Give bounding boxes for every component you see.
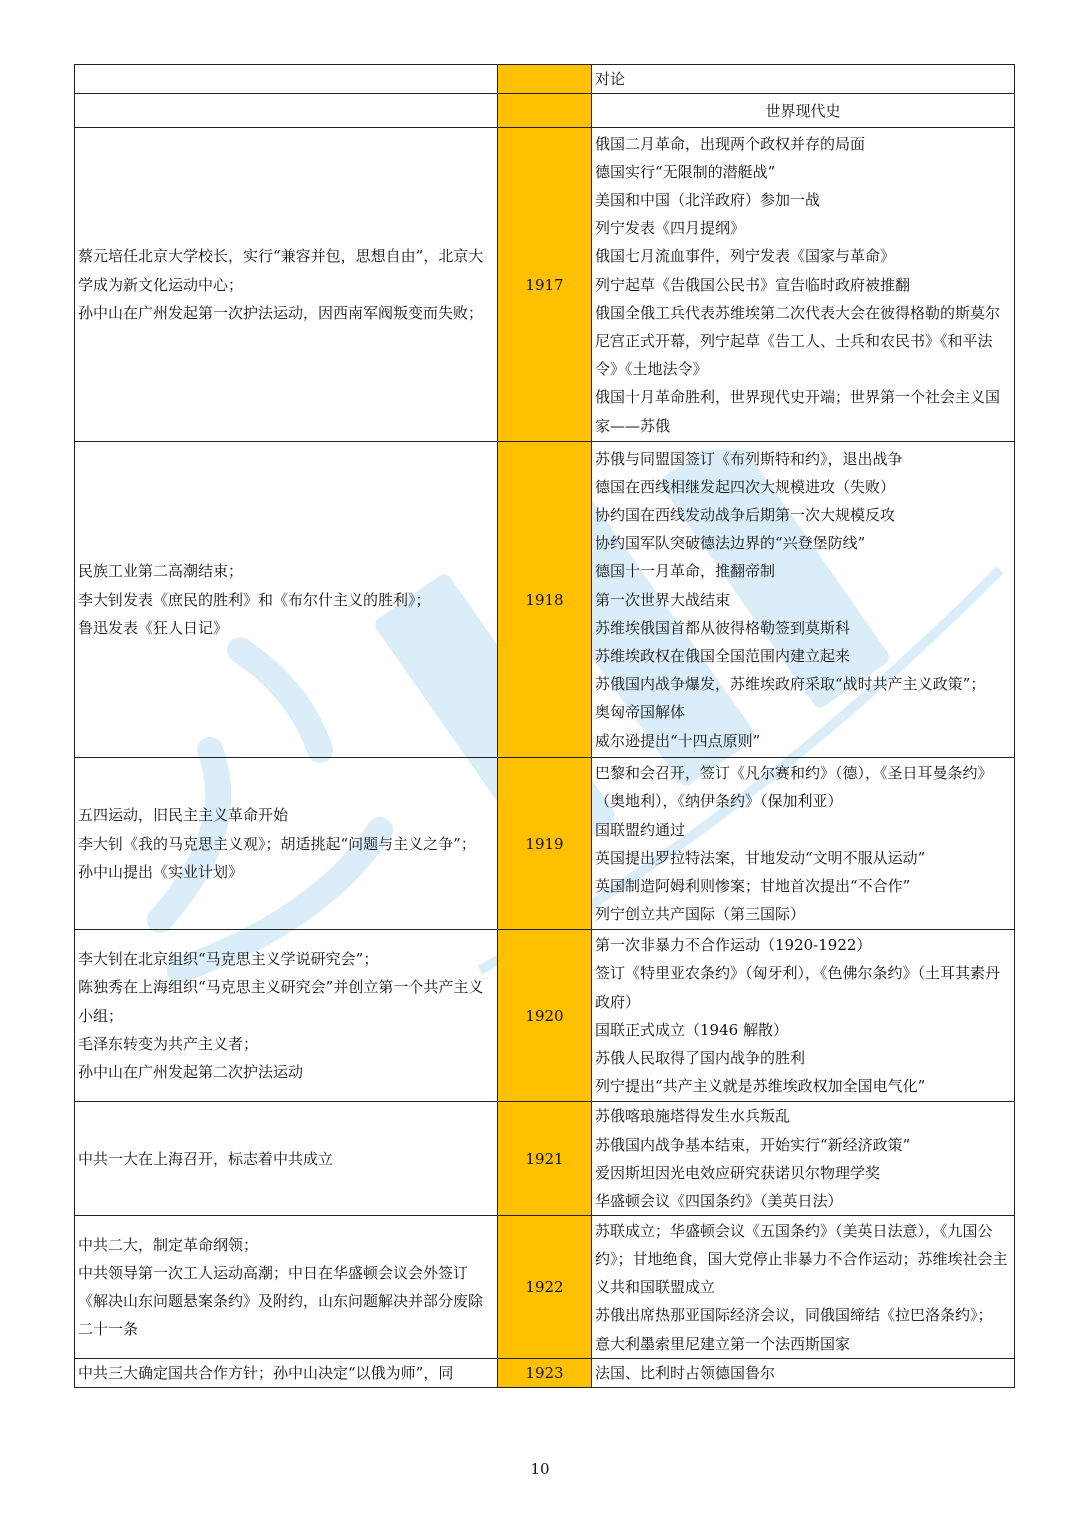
world-event: 美国和中国（北洋政府）参加一战 [595,190,821,209]
year-cell: 1920 [498,930,592,1102]
table-row [75,65,1015,94]
world-cell: 对论 [592,65,1015,94]
world-event: 俄国二月革命，出现两个政权并存的局面 [595,134,866,153]
china-event: 民族工业第二高潮结束； [78,562,244,581]
china-event: 中共一大在上海召开，标志着中共成立 [78,1149,334,1168]
table-row [75,930,1015,1102]
year-cell: 1917 [498,128,592,442]
china-events-cell [75,1102,498,1216]
table-row [75,442,1015,758]
world-event: 俄国全俄工兵代表苏维埃第二次代表大会在彼得格勒的斯莫尔尼宫正式开幕，列宁起草《告工人、士兵和农民书》《和平法令》《土地法令》 [595,303,1001,379]
world-event: 签订《特里亚农条约》（匈牙利），《色佛尔条约》（土耳其素丹政府） [595,964,1001,1011]
world-event: 列宁提出“共产主义就是苏维埃政权加全国电气化” [595,1077,926,1096]
page-number: 10 [530,1460,550,1478]
china-event: 鲁迅发表《狂人日记》 [78,618,229,637]
world-events-cell [592,758,1015,930]
china-event: 中共领导第一次工人运动高潮；中日在华盛顿会议会外签订《解决山东问题悬案条约》及附约，山东问题解决并部分废除二十一条 [78,1264,484,1339]
china-event: 李大钊《我的马克思主义观》；胡适挑起“问题与主义之争”； [78,834,476,853]
china-event: 孙中山在广州发起第二次护法运动 [78,1063,304,1081]
world-event: 奥匈帝国解体 [595,703,686,722]
world-event: 德国十一月革命，推翻帝制 [595,562,776,581]
china-events-cell [75,1216,498,1359]
world-event: 巴黎和会召开，签订《凡尔赛和约》（德），《圣日耳曼条约》（奥地利），《纳伊条约》（保加利亚） [595,764,993,811]
world-event: 俄国十月革命胜利，世界现代史开端；世界第一个社会主义国家——苏俄 [595,388,1001,435]
world-event: 国联正式成立（1946 解散） [595,1020,788,1039]
world-event: 德国在西线相继发起四次大规模进攻（失败） [595,477,896,496]
year-cell: 1923 [498,1359,592,1388]
world-event: 英国提出罗拉特法案，甘地发动“文明不服从运动” [595,848,926,867]
china-event: 孙中山提出《实业计划》 [78,862,244,881]
china-event: 中共二大，制定革命纲领； [78,1235,259,1254]
china-event: 李大钊发表《庶民的胜利》和《布尔什主义的胜利》； [78,590,431,609]
world-event: 第一次非暴力不合作运动（1920-1922） [595,936,872,955]
world-event: 苏俄与同盟国签订《布列斯特和约》，退出战争 [595,449,903,468]
china-events-cell [75,442,498,758]
world-event: 苏俄国内战争爆发，苏维埃政府采取“战时共产主义政策”； [595,675,986,694]
china-event: 陈独秀在上海组织“马克思主义研究会”并创立第一个共产主义小组； [78,978,484,1025]
world-event: 英国制造阿姆利则惨案；甘地首次提出“不合作” [595,876,911,895]
world-events-cell [592,1359,1015,1388]
world-event: 爱因斯坦因光电效应研究获诺贝尔物理学奖 [595,1163,881,1182]
table-header-row [75,94,1015,128]
china-event: 李大钊在北京组织“马克思主义学说研究会”； [78,950,379,969]
china-events-cell [75,758,498,930]
world-event: 列宁创立共产国际（第三国际） [595,905,806,924]
world-event: 苏维埃俄国首都从彼得格勒签到莫斯科 [595,618,851,637]
table-row [75,1102,1015,1216]
world-event: 列宁发表《四月提纲》 [595,219,746,238]
world-event: 协约国军队突破德法边界的“兴登堡防线” [595,534,866,553]
world-events-cell [592,1102,1015,1216]
world-event: 德国实行“无限制的潜艇战” [595,162,776,181]
china-event: 孙中山在广州发起第一次护法运动，因西南军阀叛变而失败； [78,303,484,322]
china-event: 中共三大确定国共合作方针；孙中山决定“以俄为师”，同 [78,1364,454,1383]
world-event: 协约国在西线发动战争后期第一次大规模反攻 [595,505,896,524]
world-events-cell [592,128,1015,442]
year-header-cell [498,94,592,128]
china-event: 毛泽东转变为共产主义者； [78,1034,259,1053]
world-event: 国联盟约通过 [595,820,686,839]
world-event: 苏俄喀琅施塔得发生水兵叛乱 [595,1107,791,1126]
world-events-cell [592,930,1015,1102]
china-cell [75,65,498,94]
world-event: 俄国七月流血事件，列宁发表《国家与革命》 [595,247,896,266]
table-row [75,1359,1015,1388]
world-event: 苏俄人民取得了国内战争的胜利 [595,1048,806,1067]
world-history-header: 世界现代史 [592,94,1015,128]
world-event: 苏联成立；华盛顿会议《五国条约》（美英日法意），《九国公约》；甘地绝食，国大党停止非暴力不合作运动；苏维埃社会主义共和国联盟成立 [595,1221,1008,1297]
world-events-cell [592,1216,1015,1359]
china-header-cell [75,94,498,128]
year-cell [498,65,592,94]
world-event: 法国、比利时占领德国鲁尔 [595,1364,776,1383]
china-events-cell [75,128,498,442]
world-events-cell [592,442,1015,758]
world-event: 苏俄出席热那亚国际经济会议，同俄国缔结《拉巴洛条约》； [595,1306,993,1325]
world-event: 意大利墨索里尼建立第一个法西斯国家 [595,1334,851,1353]
year-cell: 1922 [498,1216,592,1359]
world-event: 华盛顿会议《四国条约》（美英日法） [595,1191,843,1210]
year-cell: 1919 [498,758,592,930]
table-row [75,1216,1015,1359]
china-events-cell [75,930,498,1102]
world-event: 列宁起草《告俄国公民书》宣告临时政府被推翻 [595,275,911,294]
china-event: 五四运动，旧民主主义革命开始 [78,806,289,825]
table-row [75,758,1015,930]
history-timeline-table [74,64,1015,1388]
year-cell: 1921 [498,1102,592,1216]
world-event: 威尔逊提出“十四点原则” [595,731,761,750]
table-row [75,128,1015,442]
world-event: 苏俄国内战争基本结束，开始实行“新经济政策” [595,1135,911,1154]
world-event: 第一次世界大战结束 [595,590,731,609]
world-event: 苏维埃政权在俄国全国范围内建立起来 [595,647,851,665]
year-cell: 1918 [498,442,592,758]
china-event: 蔡元培任北京大学校长，实行“兼容并包，思想自由”，北京大学成为新文化运动中心； [78,247,484,294]
china-events-cell [75,1359,498,1388]
